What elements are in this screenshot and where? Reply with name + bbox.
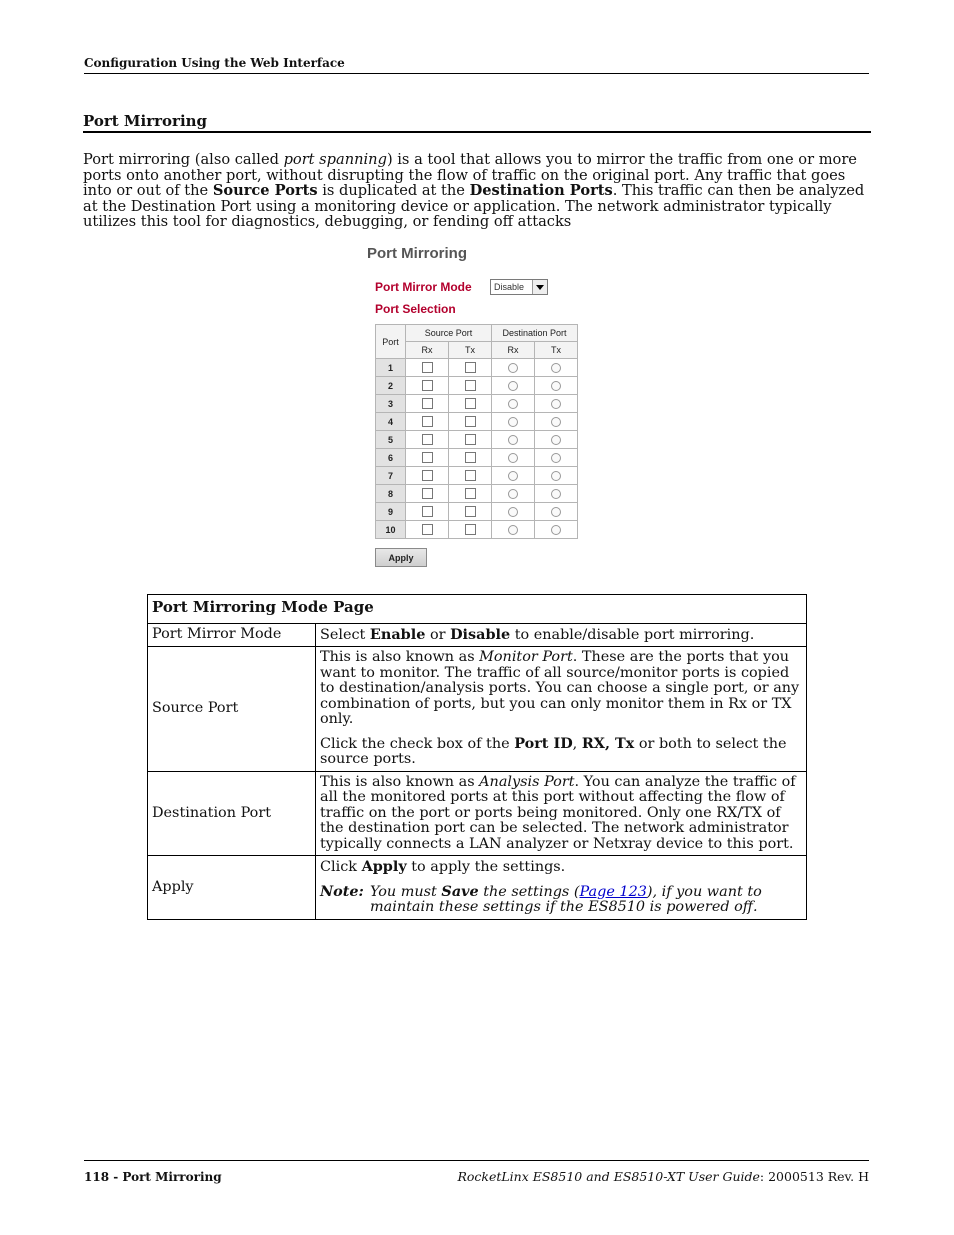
- source-tx-checkbox[interactable]: [465, 416, 476, 427]
- port-cell: [449, 503, 492, 521]
- port-cell: [449, 359, 492, 377]
- port-cell: [449, 395, 492, 413]
- port-cell: [492, 431, 535, 449]
- row-label: Port Mirror Mode: [148, 623, 316, 647]
- port-cell: [492, 359, 535, 377]
- col-source-port: Source Port: [406, 325, 492, 342]
- port-cell: [535, 521, 578, 539]
- port-row: [376, 359, 578, 377]
- dest-rx-radio[interactable]: [508, 525, 518, 535]
- source-rx-checkbox[interactable]: [422, 434, 433, 445]
- port-row: [376, 485, 578, 503]
- port-cell: [535, 449, 578, 467]
- row-label: Apply: [148, 856, 316, 920]
- port-cell: [406, 449, 449, 467]
- col-dest-rx: Rx: [492, 342, 535, 359]
- dest-tx-radio[interactable]: [551, 453, 561, 463]
- source-tx-checkbox[interactable]: [465, 380, 476, 391]
- port-selection-label: Port Selection: [375, 302, 456, 316]
- row-description: Click Apply to apply the settings. Note: You must Save the settings (Page 123), if you want to maintain these settings if the ES8510 is powered off.: [316, 856, 807, 920]
- intro-paragraph: Port mirroring (also called port spanning) is a tool that allows you to mirror the traffic from one or more ports onto another port, without disrupting the flow of traffic on the original port. Any traffic that goes into or out of the Source Ports is duplicated at the Destination Ports. This traffic can then be analyzed at the Destination Port using a monitoring device or application. The network administrator typically utilizes this tool for diagnostics, debugging, or fending off attacks: [83, 151, 865, 230]
- port-cell: [406, 359, 449, 377]
- port-row: [376, 503, 578, 521]
- port-row: [376, 395, 578, 413]
- port-cell: [535, 485, 578, 503]
- col-source-rx: Rx: [406, 342, 449, 359]
- source-rx-checkbox[interactable]: [422, 398, 433, 409]
- port-cell: [535, 377, 578, 395]
- source-rx-checkbox[interactable]: [422, 506, 433, 517]
- dest-tx-radio[interactable]: [551, 489, 561, 499]
- table-row: [148, 856, 807, 920]
- apply-button[interactable]: Apply: [375, 548, 427, 567]
- port-cell: [406, 377, 449, 395]
- port-cell: [492, 377, 535, 395]
- port-cell: [449, 485, 492, 503]
- col-source-tx: Tx: [449, 342, 492, 359]
- port-cell: [492, 467, 535, 485]
- mode-page-table: [147, 594, 807, 920]
- port-mirror-mode-value: Disable: [494, 282, 525, 292]
- port-row: [376, 413, 578, 431]
- port-cell: [535, 503, 578, 521]
- source-rx-checkbox[interactable]: [422, 362, 433, 373]
- dest-rx-radio[interactable]: [508, 417, 518, 427]
- port-cell: [492, 449, 535, 467]
- port-cell: [406, 413, 449, 431]
- port-cell: [492, 395, 535, 413]
- port-row: [376, 521, 578, 539]
- col-destination-port: Destination Port: [492, 325, 578, 342]
- port-id: 3: [376, 395, 406, 413]
- port-id: 1: [376, 359, 406, 377]
- port-cell: [449, 467, 492, 485]
- dest-tx-radio[interactable]: [551, 507, 561, 517]
- port-id: 5: [376, 431, 406, 449]
- chevron-down-icon[interactable]: [532, 280, 547, 294]
- dest-rx-radio[interactable]: [508, 471, 518, 481]
- dest-rx-radio[interactable]: [508, 435, 518, 445]
- source-rx-checkbox[interactable]: [422, 380, 433, 391]
- port-mirror-mode-select[interactable]: [490, 279, 548, 295]
- row-label: Destination Port: [148, 771, 316, 856]
- note: [320, 884, 802, 916]
- section-rule: [83, 131, 871, 133]
- dest-tx-radio[interactable]: [551, 435, 561, 445]
- dest-tx-radio[interactable]: [551, 381, 561, 391]
- source-tx-checkbox[interactable]: [465, 434, 476, 445]
- footer-rule: [84, 1160, 869, 1161]
- port-cell: [492, 521, 535, 539]
- port-row: [376, 449, 578, 467]
- dest-tx-radio[interactable]: [551, 525, 561, 535]
- table-heading: Port Mirroring Mode Page: [148, 595, 807, 624]
- dest-rx-radio[interactable]: [508, 399, 518, 409]
- header-rule: [84, 73, 869, 74]
- dest-tx-radio[interactable]: [551, 471, 561, 481]
- source-tx-checkbox[interactable]: [465, 524, 476, 535]
- page-link[interactable]: Page 123: [579, 883, 647, 900]
- note-key: Note:: [320, 882, 364, 900]
- source-rx-checkbox[interactable]: [422, 524, 433, 535]
- port-cell: [406, 431, 449, 449]
- source-tx-checkbox[interactable]: [465, 506, 476, 517]
- port-cell: [406, 395, 449, 413]
- port-cell: [406, 467, 449, 485]
- port-cell: [535, 395, 578, 413]
- dest-rx-radio[interactable]: [508, 363, 518, 373]
- source-tx-checkbox[interactable]: [465, 488, 476, 499]
- col-dest-tx: Tx: [535, 342, 578, 359]
- table-row: [148, 647, 807, 772]
- source-tx-checkbox[interactable]: [465, 362, 476, 373]
- table-row: [148, 771, 807, 856]
- source-tx-checkbox[interactable]: [465, 398, 476, 409]
- port-cell: [449, 521, 492, 539]
- note-text: You must Save the settings (Page 123), if you want to maintain these settings if the ES8510 is powered off.: [370, 882, 762, 915]
- row-description: This is also known as Monitor Port. These are the ports that you want to monitor. The traffic of all source/monitor ports is copied to destination/analysis ports. You can choose a single port, or any combination of ports, but you can only monitor them in Rx or TX only. Click the check box of the Port ID, RX, Tx or both to select the source ports.: [316, 647, 807, 772]
- port-cell: [535, 359, 578, 377]
- port-cell: [449, 377, 492, 395]
- row-description: Select Enable or Disable to enable/disable port mirroring.: [316, 623, 807, 647]
- source-rx-checkbox[interactable]: [422, 452, 433, 463]
- port-row: [376, 377, 578, 395]
- dest-rx-radio[interactable]: [508, 381, 518, 391]
- source-rx-checkbox[interactable]: [422, 488, 433, 499]
- dest-rx-radio[interactable]: [508, 489, 518, 499]
- port-cell: [492, 413, 535, 431]
- source-tx-checkbox[interactable]: [465, 470, 476, 481]
- col-port: Port: [376, 325, 406, 359]
- port-cell: [492, 485, 535, 503]
- port-cell: [492, 503, 535, 521]
- dest-rx-radio[interactable]: [508, 507, 518, 517]
- port-id: 2: [376, 377, 406, 395]
- port-row: [376, 467, 578, 485]
- dest-tx-radio[interactable]: [551, 363, 561, 373]
- port-cell: [449, 449, 492, 467]
- source-tx-checkbox[interactable]: [465, 452, 476, 463]
- source-rx-checkbox[interactable]: [422, 470, 433, 481]
- port-cell: [406, 503, 449, 521]
- port-id: 4: [376, 413, 406, 431]
- port-cell: [449, 413, 492, 431]
- port-mirror-mode-label: Port Mirror Mode: [375, 280, 472, 294]
- port-selection-table: [375, 324, 578, 539]
- port-row: [376, 431, 578, 449]
- port-id: 7: [376, 467, 406, 485]
- table-row: [148, 623, 807, 647]
- port-id: 8: [376, 485, 406, 503]
- source-rx-checkbox[interactable]: [422, 416, 433, 427]
- dest-rx-radio[interactable]: [508, 453, 518, 463]
- port-cell: [406, 485, 449, 503]
- port-cell: [535, 431, 578, 449]
- port-id: 10: [376, 521, 406, 539]
- port-id: 6: [376, 449, 406, 467]
- footer-page-label: 118 - Port Mirroring: [84, 1170, 222, 1184]
- port-cell: [449, 431, 492, 449]
- ui-page-title: Port Mirroring: [367, 245, 467, 262]
- footer-doc-title: RocketLinx ES8510 and ES8510-XT User Guide: 2000513 Rev. H: [457, 1169, 869, 1184]
- port-cell: [535, 413, 578, 431]
- port-cell: [535, 467, 578, 485]
- row-description: This is also known as Analysis Port. You can analyze the traffic of all the monitored ports at this port without affecting the flow of traffic on the port or ports being monitored. Only one RX/TX of the destination port can be selected. The network administrator typically connects a LAN analyzer or Netxray device to this port.: [316, 771, 807, 856]
- row-label: Source Port: [148, 647, 316, 772]
- dest-tx-radio[interactable]: [551, 417, 561, 427]
- port-cell: [406, 521, 449, 539]
- running-header: Configuration Using the Web Interface: [84, 56, 345, 70]
- dest-tx-radio[interactable]: [551, 399, 561, 409]
- section-title: Port Mirroring: [83, 112, 208, 130]
- port-id: 9: [376, 503, 406, 521]
